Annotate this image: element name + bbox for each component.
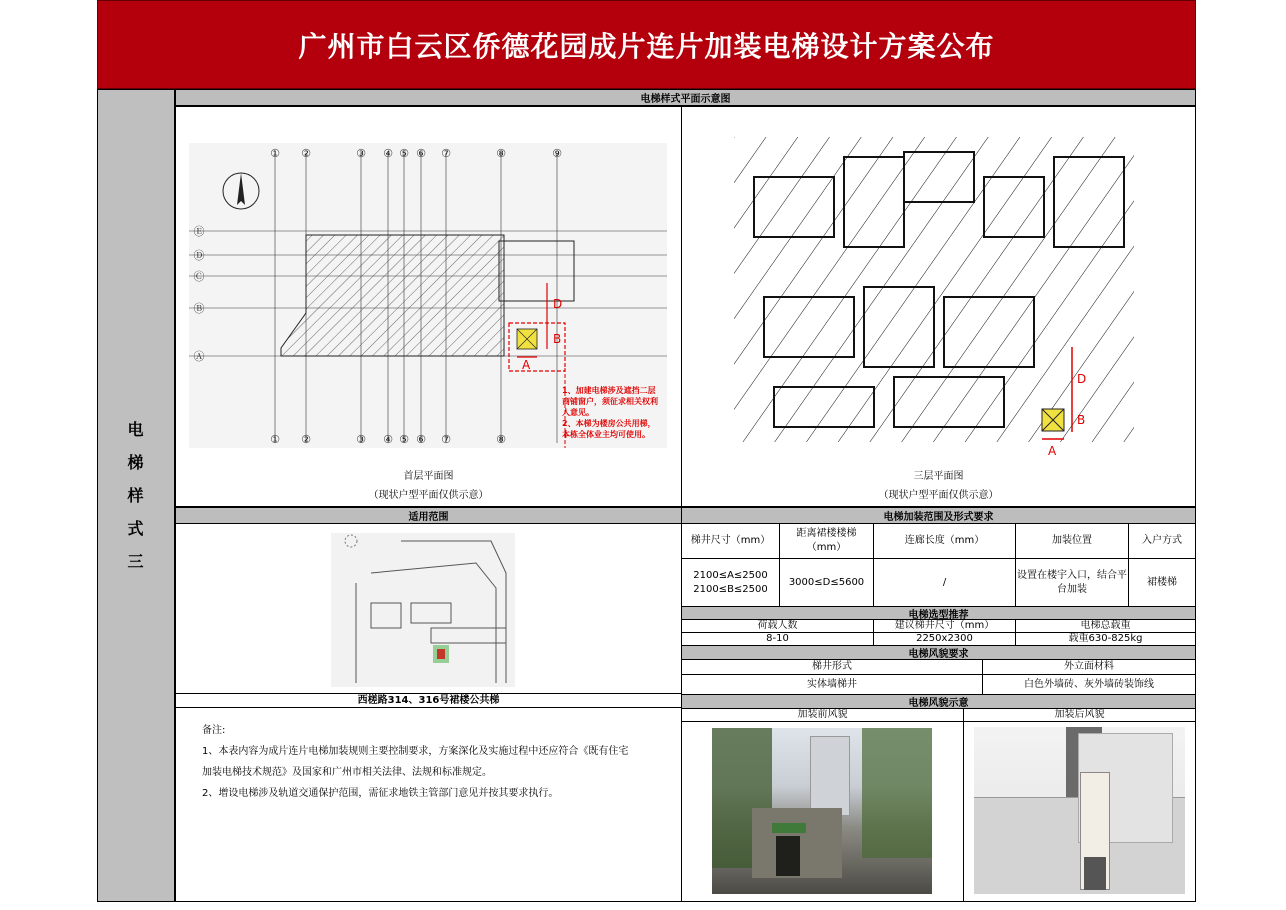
- show-header: 电梯风貌示意: [681, 694, 1196, 709]
- req-col-entry: 入户方式: [1128, 523, 1196, 559]
- plan-left-caption: 首层平面图: [403, 471, 454, 482]
- svg-text:Ⓒ: Ⓒ: [193, 270, 205, 283]
- svg-text:Ⓔ: Ⓔ: [193, 225, 205, 238]
- svg-text:⑧: ⑧: [496, 147, 506, 160]
- dim-label-b: B: [553, 332, 562, 346]
- dim-label-d: D: [553, 297, 563, 311]
- side-char: 梯: [127, 453, 144, 472]
- svg-text:Ⓑ: Ⓑ: [193, 302, 205, 315]
- plan-header: 电梯样式平面示意图: [175, 89, 1196, 106]
- svg-text:②: ②: [301, 433, 311, 446]
- remarks-line: 加装电梯技术规范》及国家和广州市相关法律、法规和标准规定。: [202, 767, 492, 778]
- model-weight-value: 载重630-825kg: [1015, 632, 1196, 646]
- plan-right-caption: 三层平面图: [913, 471, 964, 482]
- req-col-position: 加装位置: [1015, 523, 1129, 559]
- svg-text:④: ④: [383, 147, 393, 160]
- site-map: [331, 533, 515, 687]
- page-title: 广州市白云区侨德花园成片连片加装电梯设计方案公布: [97, 0, 1196, 89]
- side-char: 样: [127, 486, 144, 505]
- style-col-material: 外立面材料: [982, 659, 1196, 675]
- req-shaft-b: 2100≤B≤2500: [693, 583, 768, 595]
- model-load-value: 8-10: [681, 632, 874, 646]
- svg-text:⑦: ⑦: [441, 433, 451, 446]
- svg-text:⑥: ⑥: [416, 147, 426, 160]
- req-header: 电梯加装范围及形式要求: [681, 507, 1196, 524]
- remarks-line: 2、增设电梯涉及轨道交通保护范围，需征求地铁主管部门意见并按其要求执行。: [202, 788, 559, 799]
- scope-location: 西槎路314、316号裙楼公共梯: [175, 693, 682, 708]
- svg-text:⑦: ⑦: [441, 147, 451, 160]
- req-shaft-a: 2100≤A≤2500: [693, 569, 768, 581]
- before-photo: [712, 728, 932, 894]
- svg-text:②: ②: [301, 147, 311, 160]
- plan-note: [562, 385, 662, 440]
- req-shaft-value: [681, 558, 780, 607]
- svg-text:⑨: ⑨: [552, 147, 562, 160]
- svg-text:③: ③: [356, 433, 366, 446]
- dim-label-b-right: B: [1077, 413, 1086, 427]
- third-floor-plan: [734, 137, 1144, 444]
- plan-left-sub: （现状户型平面仅供示意）: [368, 490, 489, 501]
- side-char: 式: [127, 519, 144, 538]
- dim-label-d-right: D: [1077, 372, 1087, 386]
- req-col-corridor: 连廊长度（mm）: [873, 523, 1016, 559]
- req-distance-value: 3000≤D≤5600: [779, 558, 874, 607]
- plan-note-line: 2、本梯为楼房公共用梯，本栋全体业主均可使用。: [562, 419, 656, 439]
- style-material-value: 白色外墙砖、灰外墙砖装饰线: [982, 674, 1196, 695]
- model-col-load: 荷载人数: [681, 619, 874, 633]
- svg-text:④: ④: [383, 433, 393, 446]
- remarks: [202, 720, 680, 804]
- svg-text:③: ③: [356, 147, 366, 160]
- side-label: [97, 89, 175, 902]
- remarks-title: 备注:: [202, 725, 226, 736]
- svg-text:Ⓓ: Ⓓ: [193, 249, 205, 262]
- svg-text:⑤: ⑤: [399, 433, 409, 446]
- req-entry-value: 裙楼梯: [1128, 558, 1196, 607]
- dim-label-a-right: A: [1048, 444, 1057, 458]
- show-after-label: 加装后风貌: [963, 708, 1196, 722]
- after-photo: [974, 727, 1185, 894]
- side-char: 电: [127, 420, 144, 439]
- svg-text:①: ①: [270, 433, 280, 446]
- req-col-shaft: 梯井尺寸（mm）: [681, 523, 780, 559]
- side-char: 三: [127, 552, 144, 571]
- model-col-size: 建议梯井尺寸（mm）: [873, 619, 1016, 633]
- req-col-distance: 距离裙楼楼梯（mm）: [779, 523, 874, 559]
- remarks-line: 1、本表内容为成片连片电梯加装规则主要控制要求，方案深化及实施过程中还应符合《既有住宅: [202, 746, 629, 757]
- plan-note-line: 1、加建电梯涉及遮挡二层商铺窗户，须征求相关权利人意见。: [562, 386, 658, 417]
- svg-text:①: ①: [270, 147, 280, 160]
- svg-text:Ⓐ: Ⓐ: [193, 350, 205, 363]
- svg-text:⑤: ⑤: [399, 147, 409, 160]
- show-before-label: 加装前风貌: [681, 708, 964, 722]
- svg-text:⑧: ⑧: [496, 433, 506, 446]
- style-shaft-value: 实体墙梯井: [681, 674, 983, 695]
- svg-text:⑥: ⑥: [416, 433, 426, 446]
- model-header: 电梯选型推荐: [681, 606, 1196, 620]
- req-corridor-value: /: [873, 558, 1016, 607]
- dim-label-a: A: [522, 358, 531, 372]
- req-position-value: 设置在楼宇入口，结合平台加装: [1015, 558, 1129, 607]
- style-header: 电梯风貌要求: [681, 645, 1196, 660]
- plan-right-sub: （现状户型平面仅供示意）: [878, 490, 999, 501]
- model-size-value: 2250x2300: [873, 632, 1016, 646]
- model-col-weight: 电梯总载重: [1015, 619, 1196, 633]
- scope-header: 适用范围: [175, 507, 682, 524]
- style-col-shaft: 梯井形式: [681, 659, 983, 675]
